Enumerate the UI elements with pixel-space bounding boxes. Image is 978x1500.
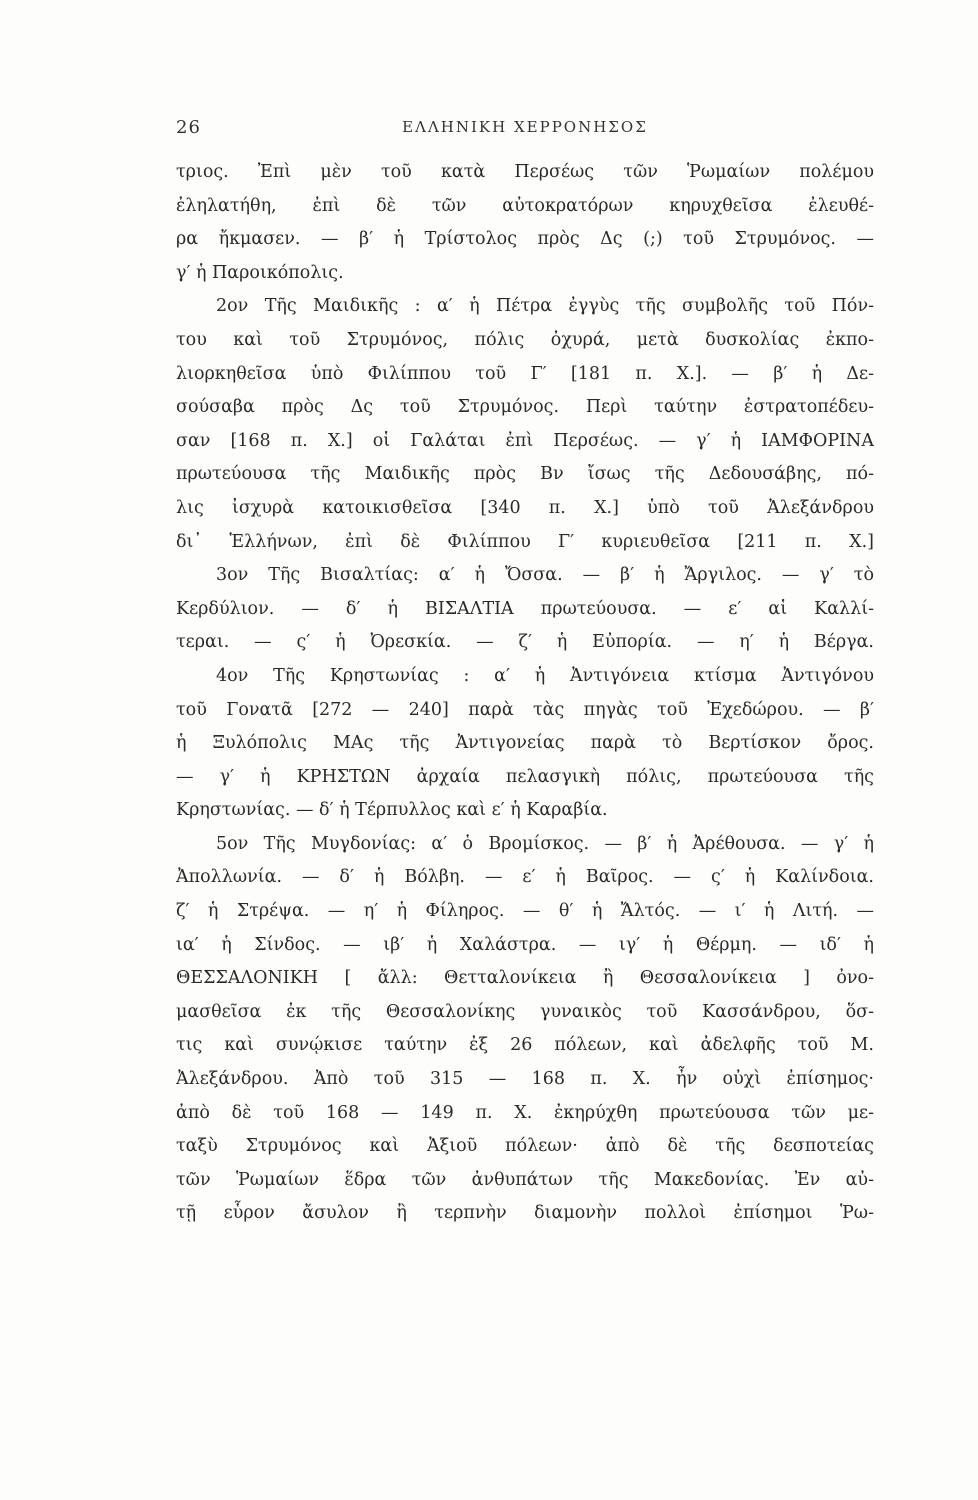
running-title: ΕΛΛΗΝΙΚΗ ΧΕΡΡΟΝΗΣΟΣ (402, 118, 648, 136)
text-line: τεραι. — ς′ ἡ Ὀρεσκία. — ζ′ ἡ Εὐπορία. — η′ ἡ Βέργα. (176, 632, 874, 653)
text-line: ΘΕΣΣΑΛΟΝΙΚΗ [ ἄλλ: Θετταλονίκεια ἢ Θεσσαλονίκεια ] ὀνο- (176, 968, 874, 989)
text-line: δι᾽ Ἑλλήνων, ἐπὶ δὲ Φιλίππου Γ′ κυριευθεῖσα [211 π. Χ.] (176, 531, 874, 552)
text-line: τοῦ Γονατᾶ [272 — 240] παρὰ τὰς πηγὰς τοῦ Ἐχεδώρου. — β′ (176, 699, 874, 720)
text-line: 5ον Τῆς Μυγδονίας: α′ ὁ Βρομίσκος. — β′ ἡ Ἀρέθουσα. — γ′ ἡ (216, 833, 874, 854)
text-line: λιορκηθεῖσα ὑπὸ Φιλίππου τοῦ Γ′ [181 π. Χ.]. — β′ ἡ Δε- (176, 363, 874, 384)
text-line: Κερδύλιον. — δ′ ἡ ΒΙΣΑΛΤΙΑ πρωτεύουσα. — ε′ αἱ Καλλί- (176, 598, 874, 619)
text-line: Ἀλεξάνδρου. Ἀπὸ τοῦ 315 — 168 π. Χ. ἦν οὐχὶ ἐπίσημος· (176, 1069, 874, 1090)
text-line: 4ον Τῆς Κρηστωνίας : α′ ἡ Ἀντιγόνεια κτίσμα Ἀντιγόνου (216, 665, 874, 686)
page-number: 26 (176, 117, 201, 138)
text-line: ζ′ ἡ Στρέψα. — η′ ἡ Φίληρος. — θ′ ἡ Ἄλτός. — ι′ ἡ Λιτή. — (176, 901, 874, 922)
text-line: ἀπὸ δὲ τοῦ 168 — 149 π. Χ. ἐκηρύχθη πρωτεύουσα τῶν με- (176, 1102, 874, 1123)
text-line: σαν [168 π. Χ.] οἱ Γαλάται ἐπὶ Περσέως. — γ′ ἡ ΙΑΜΦΟΡΙΝΑ (176, 430, 874, 451)
text-line: πρωτεύουσα τῆς Μαιδικῆς πρὸς Βν ἴσως τῆς Δεδουσάβης, πό- (176, 464, 874, 485)
text-line: 3ον Τῆς Βισαλτίας: α′ ἡ Ὄσσα. — β′ ἡ Ἄργιλος. — γ′ τὸ (216, 565, 874, 586)
text-line: ταξὺ Στρυμόνος καὶ Ἀξιοῦ πόλεων· ἀπὸ δὲ τῆς δεσποτείας (176, 1136, 874, 1157)
text-line: τῶν Ῥωμαίων ἕδρα τῶν ἀνθυπάτων τῆς Μακεδονίας. Ἐν αὐ- (176, 1169, 874, 1190)
text-line: Κρηστωνίας. — δ′ ἡ Τέρπυλλος καὶ ε′ ἡ Καραβία. (176, 800, 608, 821)
text-line: — γ′ ἡ ΚΡΗΣΤΩΝ ἀρχαία πελασγικὴ πόλις, πρωτεύουσα τῆς (176, 766, 874, 787)
text-line: σούσαβα πρὸς Δς τοῦ Στρυμόνος. Περὶ ταύτην ἐστρατοπέδευ- (176, 397, 874, 418)
text-line: γ′ ἡ Παροικόπολις. (176, 262, 344, 283)
text-line: λις ἰσχυρὰ κατοικισθεῖσα [340 π. Χ.] ὑπὸ τοῦ Ἀλεξάνδρου (176, 497, 874, 518)
text-line: ἡ Ξυλόπολις ΜΑς τῆς Ἀντιγονείας παρὰ τὸ Βερτίσκον ὄρος. (176, 733, 874, 754)
text-line: τριος. Ἐπὶ μὲν τοῦ κατὰ Περσέως τῶν Ῥωμαίων πολέμου (176, 162, 874, 182)
text-line: τῇ εὗρον ἄσυλον ἢ τερπνὴν διαμονὴν πολλοὶ ἐπίσημοι Ῥω- (176, 1203, 874, 1224)
text-line: ἐληλατήθη, ἐπὶ δὲ τῶν αὐτοκρατόρων κηρυχθεῖσα ἐλευθέ- (176, 195, 874, 216)
text-line: μασθεῖσα ἐκ τῆς Θεσσαλονίκης γυναικὸς τοῦ Κασσάνδρου, ὅσ- (176, 1001, 874, 1022)
text-line: Ἀπολλωνία. — δ′ ἡ Βόλβη. — ε′ ἡ Βαῖρος. — ς′ ἡ Καλίνδοια. (176, 867, 874, 888)
text-line: τις καὶ συνῴκισε ταύτην ἐξ 26 πόλεων, καὶ ἀδελφῆς τοῦ Μ. (176, 1035, 874, 1056)
text-line: ια′ ἡ Σίνδος. — ιβ′ ἡ Χαλάστρα. — ιγ′ ἡ Θέρμη. — ιδ′ ἡ (176, 934, 874, 955)
running-header (176, 117, 874, 147)
text-line: 2ον Τῆς Μαιδικῆς : α′ ἡ Πέτρα ἐγγὺς τῆς συμβολῆς τοῦ Πόν- (216, 296, 874, 317)
body-text (176, 156, 874, 1231)
text-line: του καὶ τοῦ Στρυμόνος, πόλις ὀχυρά, μετὰ δυσκολίας ἐκπο- (176, 329, 874, 350)
text-line: ρα ἤκμασεν. — β′ ἡ Τρίστολος πρὸς Δς (;) τοῦ Στρυμόνος. — (176, 229, 874, 250)
